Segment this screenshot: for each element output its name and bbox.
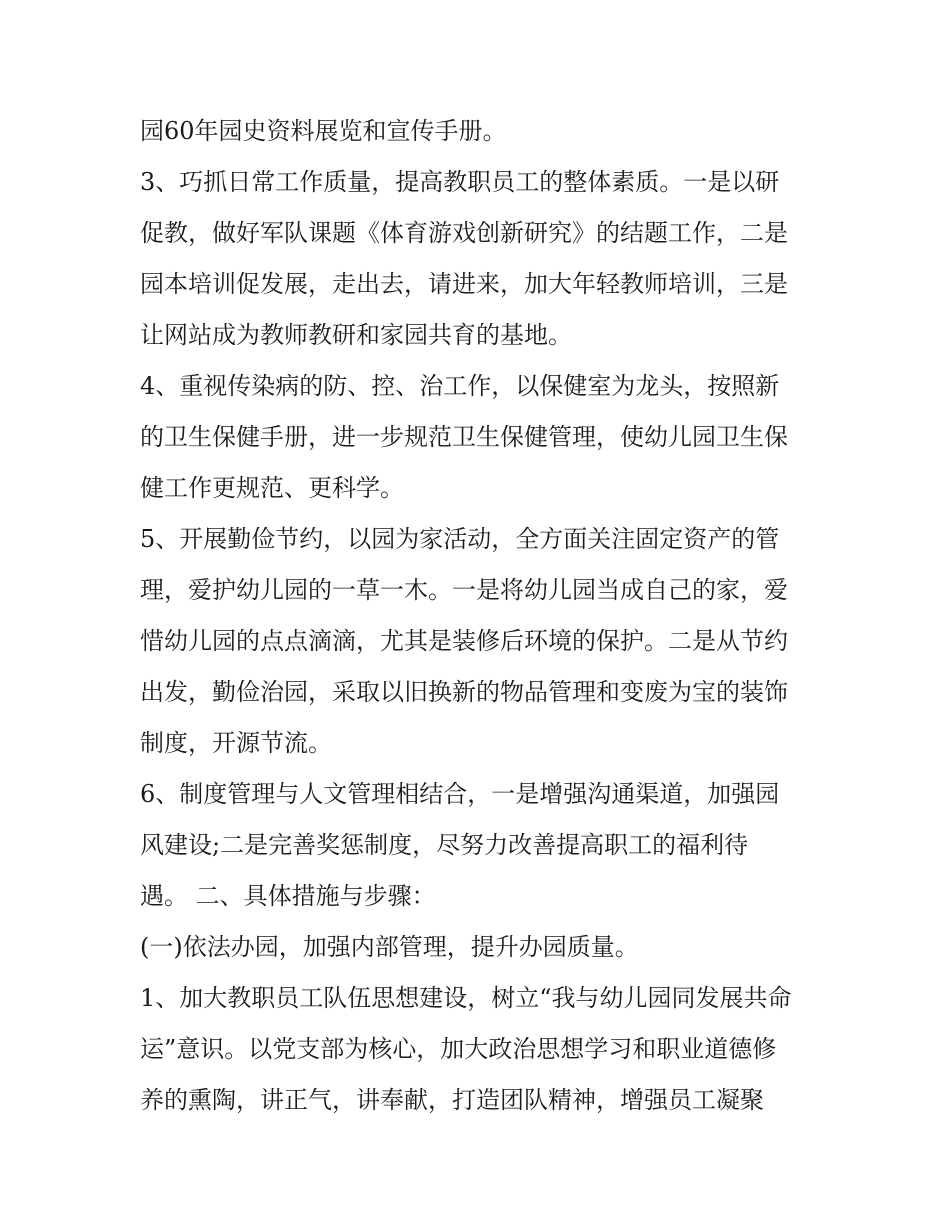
text-line: 5、开展勤俭节约，以园为家活动，全方面关注固定资产的管 xyxy=(140,525,780,553)
text-line: 促教，做好军队课题《体育游戏创新研究》的结题工作，二是 xyxy=(140,219,788,247)
text-line: 4、重视传染病的防、控、治工作，以保健室为龙头，按照新 xyxy=(140,372,780,400)
text-line: 让网站成为教师教研和家园共育的基地。 xyxy=(140,321,572,349)
text-line: 风建设;二是完善奖惩制度，尽努力改善提高职工的福利待 xyxy=(140,831,749,859)
text-line: 园60年园史资料展览和宣传手册。 xyxy=(140,117,507,145)
text-line: 遇。 二、具体措施与步骤： xyxy=(140,882,436,910)
text-line: 1、加大教职员工队伍思想建设，树立“我与幼儿园同发展共命 xyxy=(140,984,792,1012)
text-line: 园本培训促发展，走出去，请进来，加大年轻教师培训，三是 xyxy=(140,270,788,298)
text-line: 6、制度管理与人文管理相结合，一是增强沟通渠道，加强园 xyxy=(140,780,780,808)
document-body xyxy=(140,106,830,1126)
text-line: 理，爱护幼儿园的一草一木。一是将幼儿园当成自己的家，爱 xyxy=(140,576,788,604)
text-line: 健工作更规范、更科学。 xyxy=(140,474,404,502)
text-line: 出发，勤俭治园，采取以旧换新的物品管理和变废为宝的装饰 xyxy=(140,678,788,706)
text-line: 3、巧抓日常工作质量，提高教职员工的整体素质。一是以研 xyxy=(140,168,780,196)
text-line: 惜幼儿园的点点滴滴，尤其是装修后环境的保护。二是从节约 xyxy=(140,627,788,655)
text-line: 养的熏陶，讲正气，讲奉献，打造团队精神，增强员工凝聚 xyxy=(140,1086,764,1114)
text-line: (一)依法办园，加强内部管理，提升办园质量。 xyxy=(140,933,639,961)
text-line: 的卫生保健手册，进一步规范卫生保健管理，使幼儿园卫生保 xyxy=(140,423,788,451)
text-line: 制度，开源节流。 xyxy=(140,729,332,757)
text-line: 运”意识。以党支部为核心，加大政治思想学习和职业道德修 xyxy=(140,1035,777,1063)
